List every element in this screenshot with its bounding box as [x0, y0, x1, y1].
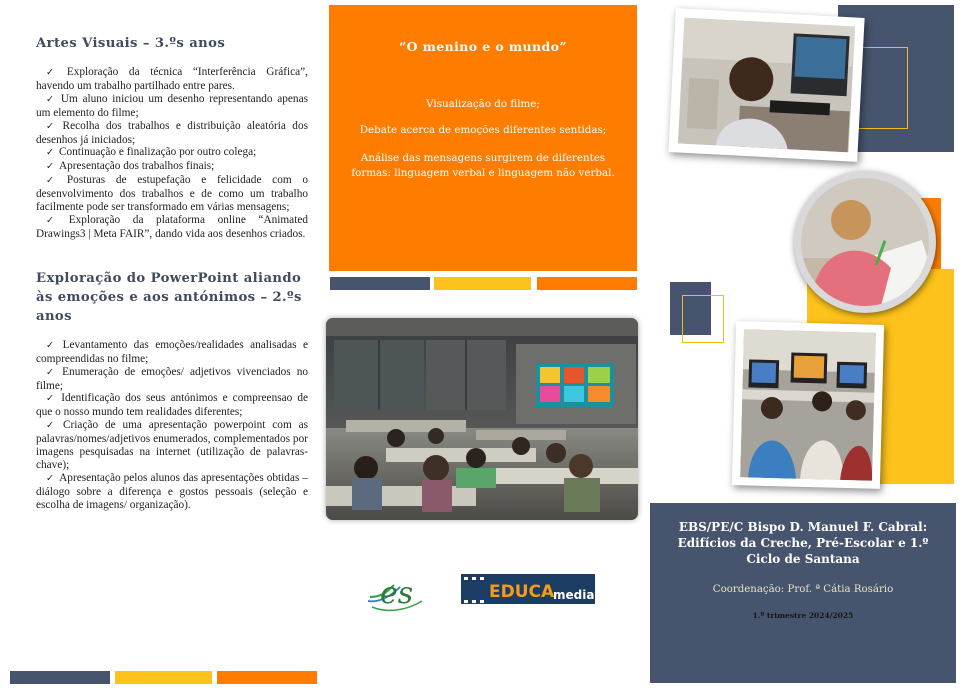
film-line-analise: Análise das mensagens surgirem de diferentes formas: linguagem verbal e linguagem não verbal.: [351, 152, 615, 179]
list-item: ✓ Posturas de estupefação e felicidade com o desenvolvimento dos trabalhos e de como um trabalho facilmente pode ser transformado em várias mensagens;: [36, 174, 308, 214]
checkmark-icon: ✓: [46, 161, 54, 173]
decor-outline-box-left: [682, 295, 724, 343]
classroom-scene-image: [326, 318, 638, 520]
list-item: ✓ Exploração da plataforma online “Animated Drawings3 | Meta FAIR”, dando vida aos desenhos criados.: [36, 213, 308, 240]
computer-lab-image: [740, 329, 876, 480]
list-item: ✓ Levantamento das emoções/realidades analisadas e compreendidas no filme;: [36, 338, 309, 365]
term-text: 1.º trimestre 2024/2025: [752, 611, 854, 620]
artes-visuais-title: Artes Visuais – 3.ºs anos: [36, 36, 226, 51]
es-logo: [366, 567, 428, 615]
checkmark-icon: ✓: [46, 472, 55, 484]
film-line-debate: Debate acerca de emoções diferentes sentidas;: [359, 124, 607, 136]
checkmark-icon: ✓: [46, 67, 62, 78]
coordination-text: Coordenação: Prof. ª Cátia Rosário: [712, 584, 894, 595]
list-item: ✓ Enumeração de emoções/ adjetivos vivenciados no filme;: [36, 365, 309, 392]
decor-bar-yellow: [115, 671, 212, 684]
list-item: ✓ Um aluno iniciou um desenho representando apenas um elemento do filme;: [36, 92, 308, 119]
school-name: EBS/PE/C Bispo D. Manuel F. Cabral: Edifícios da Creche, Pré-Escolar e 1.º Ciclo de Santana: [677, 520, 929, 566]
left-column: [36, 34, 308, 512]
decor-bar-orange: [217, 671, 317, 684]
photo-girl-drawing: [794, 171, 936, 313]
artes-visuais-list: [36, 66, 308, 241]
boy-computer-image: [678, 18, 855, 153]
list-item: ✓ Apresentação dos trabalhos finais;: [46, 160, 215, 173]
educamedia-logo: [461, 572, 595, 608]
list-item: ✓ Identificação dos seus antónimos e compreensao de que o nosso mundo tem realidades diferentes;: [36, 392, 308, 419]
checkmark-icon: ✓: [46, 366, 58, 378]
school-info-box: [650, 503, 956, 683]
list-item: ✓ Continuação e finalização por outro colega;: [46, 146, 257, 159]
decor-bar-navy-mid: [330, 277, 430, 290]
powerpoint-list: [36, 339, 308, 512]
checkmark-icon: ✓: [46, 339, 58, 351]
list-item: ✓ Apresentação pelos alunos das apresentações obtidas – diálogo sobre a diferença e gostos pessoais (seleção e escolha de imagens/ organização).: [36, 471, 308, 511]
educa-logo-text: EDUCA: [489, 582, 555, 602]
checkmark-icon: ✓: [46, 393, 57, 405]
classroom-presentation-photo: [326, 318, 638, 520]
checkmark-icon: ✓: [46, 214, 64, 226]
checkmark-icon: ✓: [46, 420, 58, 432]
es-logo-text: es: [380, 576, 414, 611]
list-item: ✓ Recolha dos trabalhos e distribuição aleatória dos desenhos já iniciados;: [36, 119, 308, 146]
photo-boy-computer: [668, 8, 864, 162]
list-item: ✓ Exploração da técnica “Interferência Gráfica”, havendo um trabalho partilhado entre pares.: [36, 66, 308, 92]
checkmark-icon: ✓: [46, 175, 62, 187]
list-item: ✓ Criação de uma apresentação powerpoint com as palavras/nomes/adjetivos enumerados, complementados por imagens pesquisadas na internet (utilização de palavras-chave);: [36, 419, 308, 471]
decor-bar-navy: [10, 671, 110, 684]
media-logo-text: media: [553, 588, 595, 602]
checkmark-icon: ✓: [46, 120, 58, 132]
decor-bar-yellow-mid: [434, 277, 531, 290]
powerpoint-title: Exploração do PowerPoint aliando às emoções e aos antónimos – 2.ºs anos: [36, 270, 302, 324]
checkmark-icon: ✓: [46, 93, 56, 105]
photo-computer-lab: [732, 321, 884, 489]
girl-drawing-image: [801, 178, 929, 306]
decor-bar-orange-mid: [537, 277, 637, 290]
checkmark-icon: ✓: [46, 147, 54, 159]
film-line-visualizacao: Visualização do filme;: [426, 98, 540, 110]
film-title: “O menino e o mundo”: [399, 39, 567, 54]
film-panel: [329, 5, 637, 271]
